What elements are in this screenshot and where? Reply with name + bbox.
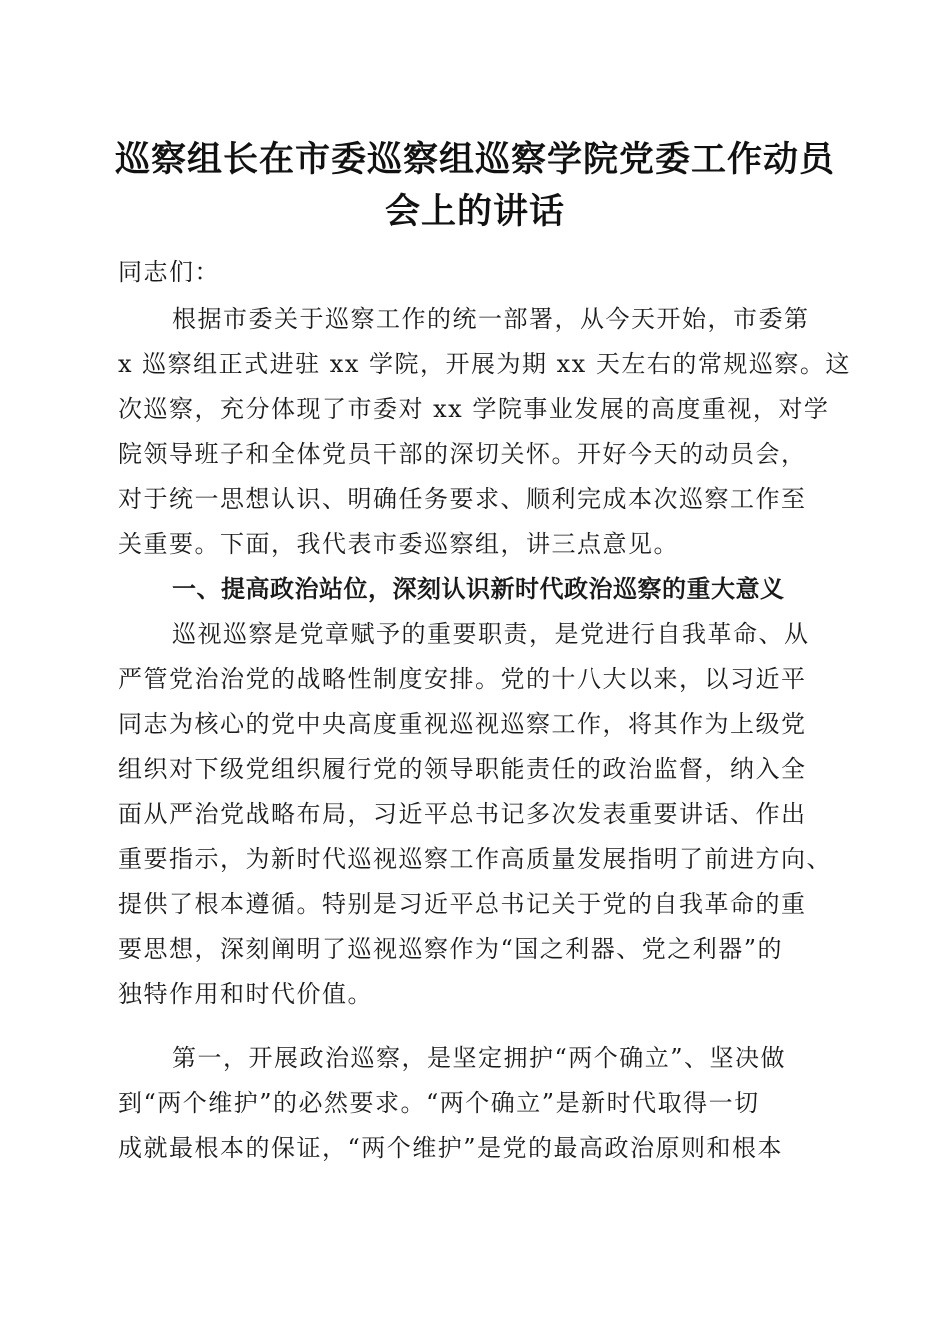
paragraph-line: 提供了根本遵循。特别是习近平总书记关于党的自我革命的重 (118, 890, 807, 918)
paragraph-line: 到“两个维护”的必然要求。“两个确立”是新时代取得一切 (118, 1089, 760, 1117)
paragraph-line: 重要指示，为新时代巡视巡察工作高质量发展指明了前进方向、 (118, 845, 832, 873)
paragraph-intro (118, 297, 851, 567)
paragraph-first-point (118, 1036, 832, 1171)
paragraph-line: 独特作用和时代价值。 (118, 980, 373, 1008)
title-line-1: 巡察组长在市委巡察组巡察学院党委工作动员 (114, 139, 835, 180)
paragraph-significance (118, 612, 832, 1017)
document-title (100, 134, 850, 238)
paragraph-line: 要思想，深刻阐明了巡视巡察作为“国之利器、党之利器”的 (118, 935, 784, 963)
section-heading-1: 一、提高政治站位，深刻认识新时代政治巡察的重大意义 (172, 575, 785, 603)
paragraph-line: 根据市委关于巡察工作的统一部署，从今天开始，市委第 (172, 305, 810, 333)
document-body (118, 250, 851, 1171)
paragraph-line: 第一，开展政治巡察，是坚定拥护“两个确立”、坚决做 (172, 1044, 787, 1072)
paragraph-line: 严管党治治党的战略性制度安排。党的十八大以来，以习近平 (118, 665, 807, 693)
paragraph-line: 关重要。下面，我代表市委巡察组，讲三点意见。 (118, 530, 679, 558)
paragraph-line: 同志为核心的党中央高度重视巡视巡察工作，将其作为上级党 (118, 710, 807, 738)
paragraph-line: x 巡察组正式进驻 xx 学院，开展为期 xx 天左右的常规巡察。这 (118, 350, 851, 378)
paragraph-line: 对于统一思想认识、明确任务要求、顺利完成本次巡察工作至 (118, 485, 807, 513)
salutation: 同志们： (118, 258, 220, 286)
paragraph-line: 成就最根本的保证，“两个维护”是党的最高政治原则和根本 (118, 1134, 784, 1162)
paragraph-line: 面从严治党战略布局，习近平总书记多次发表重要讲话、作出 (118, 800, 807, 828)
paragraph-spacer (118, 1017, 832, 1036)
paragraph-line: 次巡察，充分体现了市委对 xx 学院事业发展的高度重视，对学 (118, 395, 830, 423)
paragraph-line: 院领导班子和全体党员干部的深切关怀。开好今天的动员会， (118, 440, 807, 468)
title-line-2: 会上的讲话 (384, 191, 565, 232)
paragraph-line: 巡视巡察是党章赋予的重要职责，是党进行自我革命、从 (172, 620, 810, 648)
paragraph-line: 组织对下级党组织履行党的领导职能责任的政治监督，纳入全 (118, 755, 807, 783)
